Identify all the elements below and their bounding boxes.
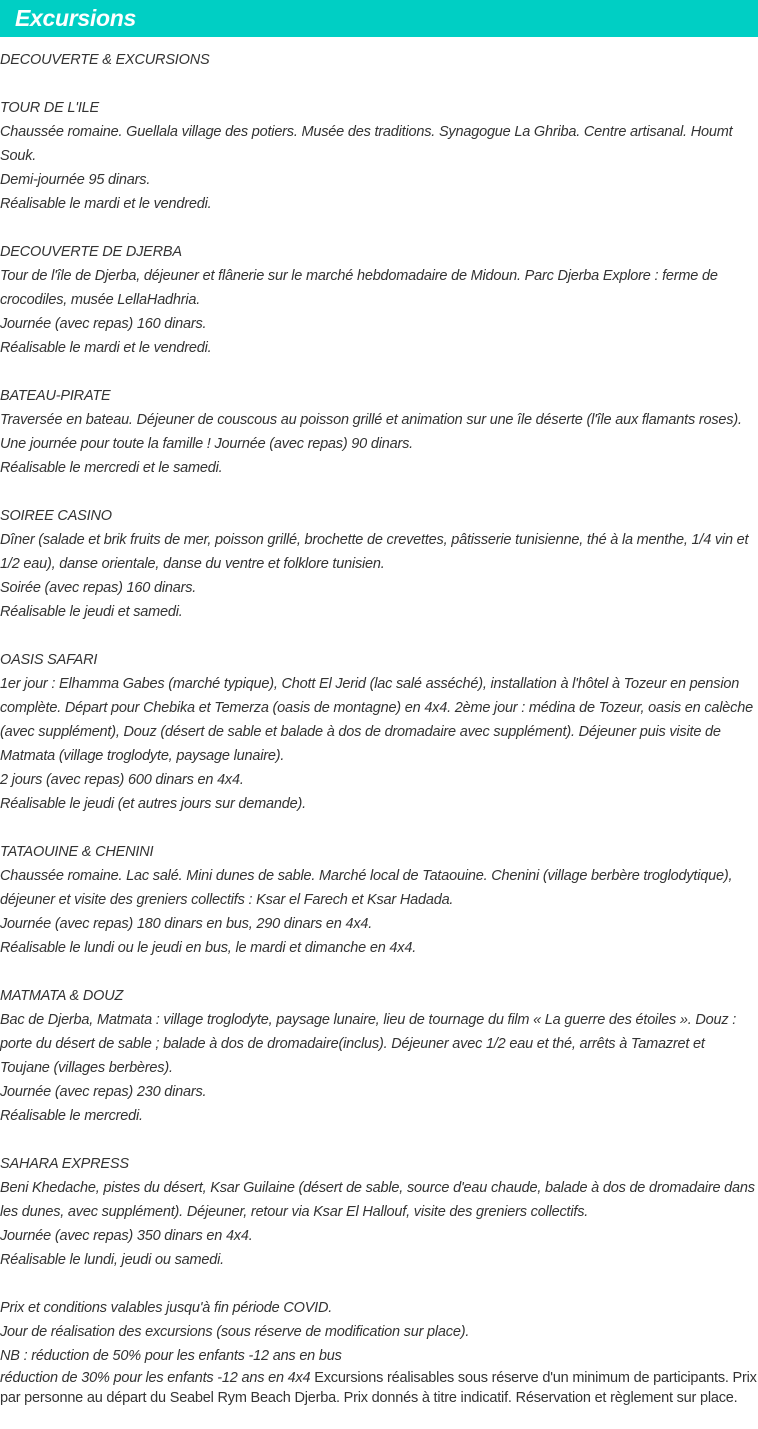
excursion-section-sahara-express — [0, 1152, 758, 1272]
section-days: Réalisable le lundi, jeudi ou samedi. — [0, 1252, 224, 1268]
intro-heading: DECOUVERTE & EXCURSIONS — [0, 52, 210, 68]
excursion-section-tour-ile — [0, 96, 758, 216]
section-description: Chaussée romaine. Guellala village des potiers. Musée des traditions. Synagogue La Ghriba. Centre artisanal. Houmt Souk. — [0, 124, 733, 164]
section-days: Réalisable le jeudi (et autres jours sur demande). — [0, 796, 306, 812]
section-description: 1er jour : Elhamma Gabes (marché typique), Chott El Jerid (lac salé asséché), installation à l'hôtel à Tozeur en pension complète. Départ pour Chebika et Temerza (oasis de montagne) en 4x4. 2ème jour : médina de Tozeur, oasis en calèche (avec supplément), Douz (désert de sable et balade à dos de dromadaire avec supplément). Déjeuner puis visite de Matmata (village troglodyte, paysage lunaire). — [0, 676, 753, 764]
note-general-conditions: Excursions réalisables sous réserve d'un minimum de participants. Prix par personne au départ du Seabel Rym Beach Djerba. Prix donnés à titre indicatif. Réservation et règlement sur place. — [0, 1370, 757, 1406]
section-title: TOUR DE L'ILE — [0, 100, 100, 116]
excursions-content — [0, 37, 758, 1408]
section-description: Tour de l'île de Djerba, déjeuner et flânerie sur le marché hebdomadaire de Midoun. Parc Djerba Explore : ferme de crocodiles, musée LellaHadhria. — [0, 268, 718, 308]
section-title: DECOUVERTE DE DJERBA — [0, 244, 182, 260]
section-days: Réalisable le mercredi et le samedi. — [0, 460, 223, 476]
section-description: Traversée en bateau. Déjeuner de couscous au poisson grillé et animation sur une île déserte (l'île aux flamants roses). Une journée pour toute la famille ! Journée (avec repas) 90 dinars. — [0, 412, 742, 452]
page-header — [0, 0, 758, 37]
section-price: Journée (avec repas) 180 dinars en bus, 290 dinars en 4x4. — [0, 916, 373, 932]
section-price: Demi-journée 95 dinars. — [0, 172, 151, 188]
section-title: BATEAU-PIRATE — [0, 388, 111, 404]
section-days: Réalisable le jeudi et samedi. — [0, 604, 183, 620]
section-price: Soirée (avec repas) 160 dinars. — [0, 580, 197, 596]
conditions-notes — [0, 1296, 758, 1408]
note-child-discount-4x4: réduction de 30% pour les enfants -12 ans en 4x4 — [0, 1370, 311, 1386]
section-title: TATAOUINE & CHENINI — [0, 844, 154, 860]
excursion-section-tataouine-chenini — [0, 840, 758, 960]
section-price: 2 jours (avec repas) 600 dinars en 4x4. — [0, 772, 244, 788]
section-price: Journée (avec repas) 230 dinars. — [0, 1084, 207, 1100]
section-price: Journée (avec repas) 160 dinars. — [0, 316, 207, 332]
excursion-section-matmata-douz — [0, 984, 758, 1128]
section-days: Réalisable le mardi et le vendredi. — [0, 196, 212, 212]
section-title: SOIREE CASINO — [0, 508, 112, 524]
section-price: Journée (avec repas) 350 dinars en 4x4. — [0, 1228, 253, 1244]
note-schedule: Jour de réalisation des excursions (sous réserve de modification sur place). — [0, 1324, 470, 1340]
excursion-section-decouverte-djerba — [0, 240, 758, 360]
note-validity: Prix et conditions valables jusqu'à fin période COVID. — [0, 1300, 333, 1316]
excursion-section-bateau-pirate — [0, 384, 758, 480]
section-description: Bac de Djerba, Matmata : village troglodyte, paysage lunaire, lieu de tournage du film « La guerre des étoiles ». Douz : porte du désert de sable ; balade à dos de dromadaire(inclus). Déjeuner avec 1/2 eau et thé, arrêts à Tamazret et Toujane (villages berbères). — [0, 1012, 737, 1076]
excursion-section-oasis-safari — [0, 648, 758, 816]
section-description: Beni Khedache, pistes du désert, Ksar Guilaine (désert de sable, source d'eau chaude, balade à dos de dromadaire dans les dunes, avec supplément). Déjeuner, retour via Ksar El Hallouf, visite des greniers collectifs. — [0, 1180, 755, 1220]
section-days: Réalisable le lundi ou le jeudi en bus, le mardi et dimanche en 4x4. — [0, 940, 417, 956]
section-title: SAHARA EXPRESS — [0, 1156, 129, 1172]
section-description: Dîner (salade et brik fruits de mer, poisson grillé, brochette de crevettes, pâtisserie tunisienne, thé à la menthe, 1/4 vin et 1/2 eau), danse orientale, danse du ventre et folklore tunisien. — [0, 532, 749, 572]
excursion-section-soiree-casino — [0, 504, 758, 624]
section-title: OASIS SAFARI — [0, 652, 98, 668]
final-note — [0, 1368, 758, 1408]
page-title: Excursions — [15, 5, 136, 31]
section-title: MATMATA & DOUZ — [0, 988, 124, 1004]
section-days: Réalisable le mercredi. — [0, 1108, 143, 1124]
section-days: Réalisable le mardi et le vendredi. — [0, 340, 212, 356]
note-child-discount-bus: NB : réduction de 50% pour les enfants -12 ans en bus — [0, 1348, 342, 1364]
section-description: Chaussée romaine. Lac salé. Mini dunes de sable. Marché local de Tataouine. Chenini (village berbère troglodytique), déjeuner et visite des greniers collectifs : Ksar el Farech et Ksar Hadada. — [0, 868, 733, 908]
